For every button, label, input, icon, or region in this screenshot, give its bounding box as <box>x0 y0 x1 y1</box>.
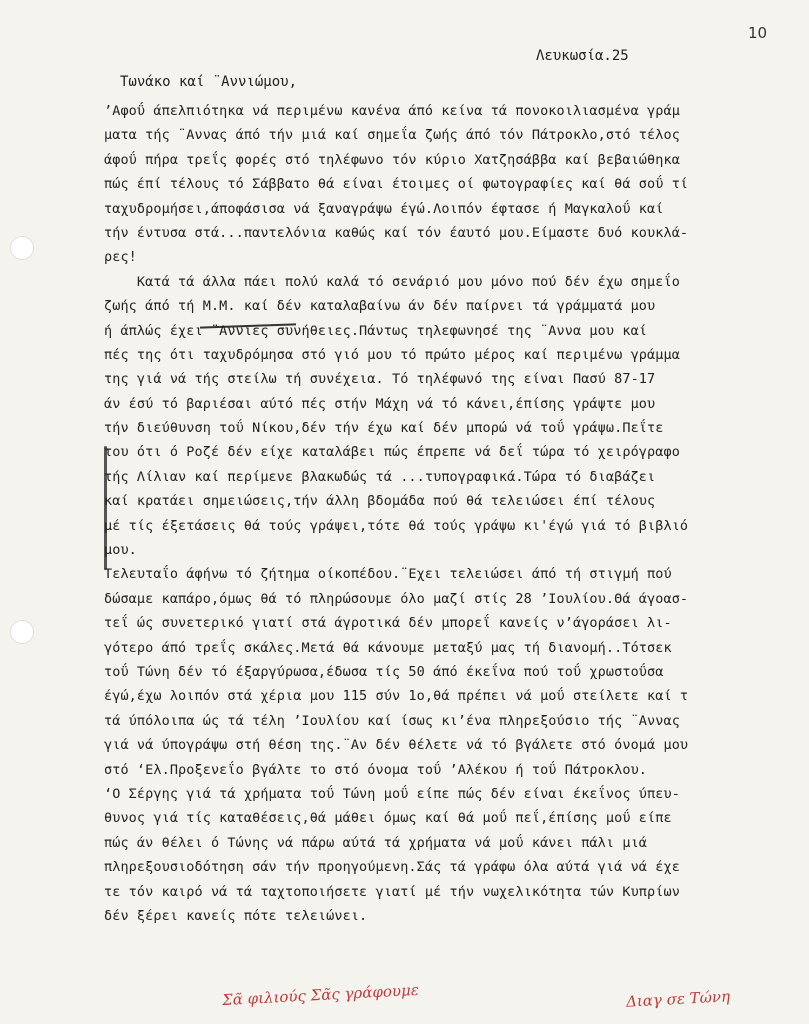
text-line: του ότι ό Ροζέ δέν είχε καταλάβει πώς έπρεπε νά δεΐ τώρα τό χειρόγραφο <box>104 444 680 461</box>
text-line: Κατά τά άλλα πάει πολύ καλά τό σενάριό μου μόνο πού δέν έχω σημεΐο <box>104 273 680 290</box>
text-line: γότερο άπό τρεΐς σκάλες.Μετά θά κάνουμε μεταξύ μας τή διανομή..Τότσεκ <box>104 639 672 656</box>
punch-hole-top <box>10 236 34 260</box>
text-line: ή άπλώς έχει ¨Αννιες συνήθειες.Πάντως τηλεφωνησέ της ¨Αννα μου καί <box>104 322 648 339</box>
text-line: πληρεξουσιοδότηση σάν τήν προηγούμενη.Σάς τά γράφω όλα αύτά γιά νά έχε <box>104 859 680 876</box>
text-line: τής Λίλιαν καί περίμενε βλακωδώς τά ...τυπογραφικά.Τώρα τό διαβάζει <box>104 468 656 485</box>
text-line: ταχυδρομήσει,άποφάσισα νά ξαναγράψω έγώ.Λοιπόν έφτασε ή Μαγκαλοΰ καί <box>104 200 664 217</box>
text-line: τεΐ ώς συνετερικό γιατί στά άγροτικά δέν μπορεΐ κανείς ν’άγοράσει λι- <box>104 615 672 632</box>
salutation: Τωνάκο καί ¨Αννιώμου, <box>120 74 298 90</box>
text-line: ρες! <box>104 249 137 266</box>
text-line: μέ τίς έξετάσεις θά τούς γράψει,τότε θά τούς γράψω κι'έγώ γιά τό βιβλιό <box>104 517 689 534</box>
text-line: τε τόν καιρό νά τά ταχτοποιήσετε γιατί μέ τήν νωχελικότητα τών Κυπρίων <box>104 883 680 900</box>
text-line: της γιά νά τής στείλω τή συνέχεια. Τό τηλέφωνό της είναι Πασύ 87-17 <box>104 371 656 388</box>
text-line: ‘Ο Σέργης γιά τά χρήματα τοΰ Τώνη μοΰ είπε πώς δέν είναι έκεΐνος ύπευ- <box>104 785 680 802</box>
handwritten-signature: Διαγ σε Τώνη <box>625 987 731 1011</box>
page-number: 10 <box>748 24 768 42</box>
text-line: ζωής άπό τή Μ.Μ. καί δέν καταλαβαίνω άν δέν παίρνει τά γράμματά μου <box>104 298 656 315</box>
text-line: έγώ,έχω λοιπόν στά χέρια μου 115 σύν 1ο,θά πρέπει νά μοΰ στείλετε καί τ <box>104 688 689 705</box>
text-line: τήν έντυσα στά...παντελόνια καθώς καί τόν έαυτό μου.Είμαστε δυό κουκλά- <box>104 224 689 241</box>
text-line: τήν διεύθυνση τοΰ Νίκου,δέν τήν έχω καί δέν μπορώ νά τοΰ γράψω.Πεΐτε <box>104 420 664 437</box>
text-line: τά ύπόλοιπα ώς τά τέλη ’Ιουλίου καί ίσως κι’ένα πληρεξούσιο τής ¨Αννας <box>104 712 680 729</box>
text-line: καί κρατάει σημειώσεις,τήν άλλη βδομάδα πού θά τελειώσει έπί τέλους <box>104 493 656 510</box>
text-line: δώσαμε καπάρο,όμως θά τό πληρώσουμε όλο μαζί στίς 28 ’Ιουλίου.Θά άγοασ- <box>104 590 689 607</box>
text-line: Τελευταΐο άφήνω τό ζήτημα οίκοπέδου.¨Εχει τελειώσει άπό τή στιγμή πού <box>104 566 672 583</box>
text-line: ματα τής ¨Αννας άπό τήν μιά καί σημεΐα ζωής άπό τόν Πάτροκλο,στό τέλος <box>104 127 680 144</box>
text-line: τοΰ Τώνη δέν τό έξαργύρωσα,έδωσα τίς 50 άπό έκεΐνα πού τοΰ χρωστοΰσα <box>104 663 664 680</box>
text-line: στό ‘Ελ.Προξενεΐο βγάλτε το στό όνομα τοΰ ’Αλέκου ή τοΰ Πάτροκλου. <box>104 761 648 778</box>
handwritten-note: Σᾶ φιλιούς Σᾶς γράφουμε <box>221 980 420 1010</box>
text-line: πώς άν θέλει ό Τώνης νά πάρω αύτά τά χρήματα νά μοΰ κάνει πάλι μιά <box>104 834 648 851</box>
text-line: πώς έπί τέλους τό Σάββατο θά είναι έτοιμες οί φωτογραφίες καί θά σοΰ τί <box>104 176 689 193</box>
text-line: ’Αφοΰ άπελπιότηκα νά περιμένω κανένα άπό κείνα τά πονοκοιλιασμένα γράμ <box>104 103 680 119</box>
text-line: άφοΰ πήρα τρεΐς φορές στό τηλέφωνο τόν κύριο Χατζησάββα καί βεβαιώθηκα <box>104 151 680 168</box>
text-line: δέν ξέρει κανείς πότε τελειώνει. <box>104 907 368 924</box>
punch-hole-bottom <box>10 620 34 644</box>
text-line: πές της ότι ταχυδρόμησα στό γιό μου τό πρώτο μέρος καί περιμένω γράμμα <box>104 346 680 363</box>
place-date: Λευκωσία.25 <box>536 48 629 64</box>
text-line: μου. <box>104 542 137 559</box>
text-line: άν έσύ τό βαριέσαι αύτό πές στήν Μάχη νά τό κάνει,έπίσης γράψτε μου <box>104 395 656 412</box>
letter-body <box>104 99 804 928</box>
text-line: θυνος γιά τίς καταθέσεις,θά μάθει όμως καί θά μοΰ πεΐ,έπίσης μοΰ είπε <box>104 810 672 827</box>
text-line: γιά νά ύπογράψω στή θέση της.¨Αν δέν θέλετε νά τό βγάλετε στό όνομά μου <box>104 737 689 754</box>
